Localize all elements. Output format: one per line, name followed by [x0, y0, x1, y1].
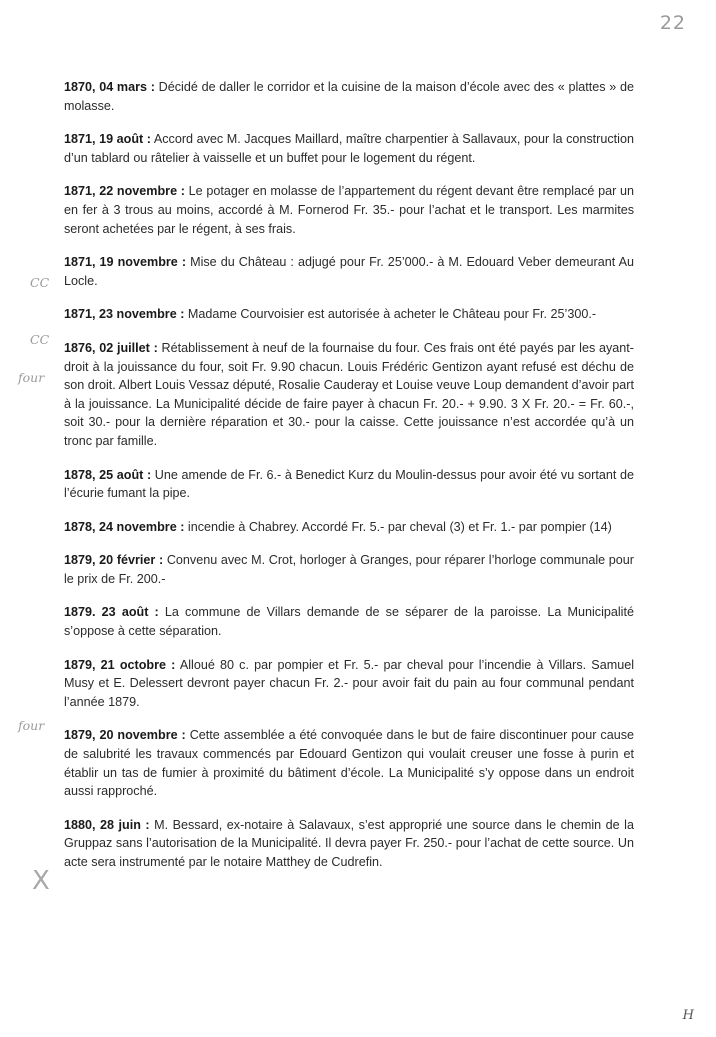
- entry-1871-23-novembre: [64, 305, 634, 324]
- entry-date: 1871, 19 novembre :: [64, 255, 187, 270]
- margin-note-four-2: four: [18, 718, 45, 733]
- entry-date: 1879, 21 octobre :: [64, 657, 176, 672]
- entry-text: Cette assemblée a été convoquée dans le but de faire discontinuer pour cause de salubrité les travaux commencés par Edouard Gentizon qui voulait creuser une fosse à purin et établir un tas de fumier à proximité du bâtiment d’école. La Municipalité s’y oppose dans un endroit aussi rapproché.: [64, 728, 635, 799]
- entry-text: Convenu avec M. Crot, horloger à Granges, pour réparer l’horloge communale pour le prix de Fr. 200.-: [64, 553, 634, 586]
- entry-date: 1879, 20 février :: [64, 553, 164, 568]
- entry-text: M. Bessard, ex-notaire à Salavaux, s’est approprié une source dans le chemin de la Gruppaz sans l’autorisation de la Municipalité. Il devra payer Fr. 250.- pour l’achat de cette source. Un acte sera instrumenté par le notaire Matthey de Cudrefin.: [64, 817, 634, 869]
- entry-date: 1871, 19 août :: [64, 132, 151, 147]
- entry-text: Une amende de Fr. 6.- à Benedict Kurz du Moulin-dessus pour avoir été vu sortant de l’écurie fumant la pipe.: [64, 467, 634, 501]
- entry-date: 1879, 20 novembre :: [64, 728, 186, 743]
- entry-date: 1870, 04 mars :: [64, 80, 155, 94]
- entry-1879-20-fevrier: [64, 551, 634, 588]
- entry-text: Le potager en molasse de l’appartement du régent devant être remplacé par un en fer à 3 trous au moins, accordé à M. Fornerod Fr. 35.- pour l’achat et le transport. Les marmites seront achetées par le régent, à ses frais.: [64, 184, 634, 236]
- footer-mark: H: [682, 1008, 694, 1023]
- entry-text: incendie à Chabrey. Accordé Fr. 5.- par cheval (3) et Fr. 1.- par pompier (14): [184, 519, 612, 534]
- entry-date: 1871, 22 novembre :: [64, 184, 185, 199]
- entry-1871-19-novembre: [64, 253, 634, 290]
- entry-1880-28-juin: [64, 816, 634, 872]
- entry-date: 1879. 23 août :: [64, 605, 159, 620]
- margin-note-four-1: four: [18, 370, 45, 385]
- entry-text: Madame Courvoisier est autorisée à acheter le Château pour Fr. 25’300.-: [184, 307, 597, 322]
- entry-date: 1871, 23 novembre :: [64, 307, 185, 322]
- margin-note-x: X: [32, 866, 50, 896]
- entry-date: 1878, 24 novembre :: [64, 519, 185, 534]
- entry-text: Rétablissement à neuf de la fournaise du four. Ces frais ont été payés par les ayant-droit à la jouissance du four, soit Fr. 9.90 chacun. Louis Frédéric Gentizon ayant refusé est déchu de son droit. Albert Louis Vessaz député, Rosalie Cauderay et Louise veuve Loup demandent d’avoir part à la jouissance. La Municipalité décide de faire payer à chacun Fr. 20.- + 9.90. 3 X Fr. 20.- = Fr. 60.-, soit 30.- pour la dernière réparation et 30.- pour la caisse. Cette jouissance n’est accordée qu’à un tronc par famille.: [64, 340, 634, 448]
- entry-text: Décidé de daller le corridor et la cuisine de la maison d’école avec des « plattes » de molasse.: [64, 80, 634, 113]
- entry-1878-24-novembre: [64, 518, 634, 537]
- entry-1879-21-octobre: [64, 656, 634, 712]
- entry-text: La commune de Villars demande de se séparer de la paroisse. La Municipalité s’oppose à cette séparation.: [64, 605, 634, 639]
- entry-1879-23-aout: [64, 603, 634, 640]
- margin-note-cc-2: CC: [30, 332, 50, 347]
- entry-1871-22-novembre: [64, 182, 634, 238]
- entry-date: 1876, 02 juillet :: [64, 340, 158, 355]
- entry-1876-02-juillet: [64, 339, 634, 451]
- entry-text: Alloué 80 c. par pompier et Fr. 5.- par cheval pour l’incendie à Villars. Samuel Musy et E. Delessert devront payer chacun Fr. 2.- pour avoir fait du pain au four communal pendant l’année 1879.: [64, 657, 634, 709]
- page-number: 22: [659, 12, 686, 34]
- entry-1879-20-novembre: [64, 726, 634, 800]
- entry-text: Accord avec M. Jacques Maillard, maître charpentier à Sallavaux, pour la construction d’un tablard ou râtelier à vaisselle et un buffet pour le logement du régent.: [64, 132, 634, 165]
- entry-1870-04-mars: [64, 78, 634, 115]
- entry-date: 1878, 25 août :: [64, 467, 152, 482]
- entry-date: 1880, 28 juin :: [64, 817, 150, 832]
- entry-1871-19-aout: [64, 130, 634, 167]
- entry-text: Mise du Château : adjugé pour Fr. 25’000.- à M. Edouard Veber demeurant Au Locle.: [64, 255, 635, 288]
- entry-1878-25-aout: [64, 466, 634, 503]
- minutes-entries: [64, 78, 634, 887]
- margin-note-cc-1: CC: [30, 275, 50, 290]
